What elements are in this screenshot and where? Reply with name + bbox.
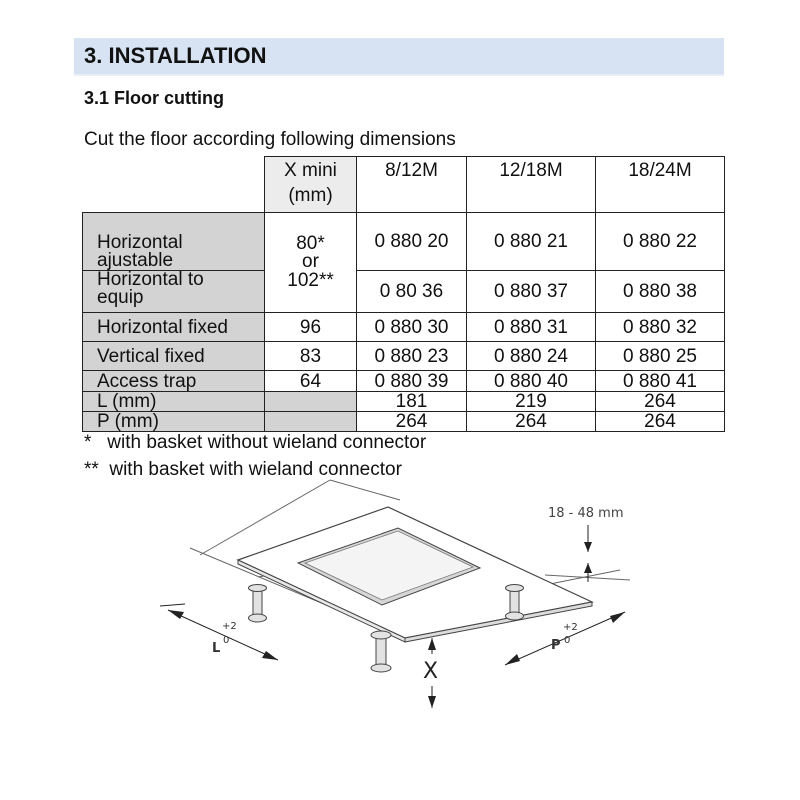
col-header-18-24m: 18/24M	[596, 157, 725, 213]
table-cell: 0 80 36	[357, 271, 467, 313]
table-cell: 219	[467, 392, 596, 412]
row-label: P (mm)	[83, 412, 265, 432]
xmini-value: 96	[265, 313, 357, 342]
table-cell: 0 880 24	[467, 342, 596, 371]
table-cell: 0 880 20	[357, 213, 467, 271]
footnote-text: with basket with wieland connector	[109, 459, 402, 480]
row-label-line: Horizontal	[97, 231, 183, 253]
row-label-line: equip	[97, 287, 144, 309]
table-cell: 264	[596, 412, 725, 432]
table-cell: 0 880 39	[357, 371, 467, 392]
xmini-value: 80*	[296, 233, 325, 255]
row-label-line: Horizontal to	[97, 269, 204, 290]
height-label: 18 - 48 mm	[548, 506, 624, 521]
table-cell: 264	[357, 412, 467, 432]
table-cell: 264	[596, 392, 725, 412]
table-cell: 0 880 21	[467, 213, 596, 271]
footnote-text: with basket without wieland connector	[107, 432, 427, 453]
table-cell: 0 880 31	[467, 313, 596, 342]
section-title: 3. INSTALLATION	[84, 43, 267, 68]
col-header-8-12m: 8/12M	[357, 157, 467, 213]
table-cell: 0 880 32	[596, 313, 725, 342]
row-label: Access trap	[83, 371, 265, 392]
table-cell: 0 880 30	[357, 313, 467, 342]
xmini-value: 102**	[287, 269, 334, 291]
x-label: X	[423, 659, 439, 684]
footnote-mark: **	[84, 459, 99, 480]
row-label-line: ajustable	[97, 249, 174, 271]
row-label: Horizontal fixed	[83, 313, 265, 342]
table-cell: 0 880 41	[596, 371, 725, 392]
col-header-label: X mini	[284, 160, 337, 181]
p-tolerance-top: +2	[563, 622, 578, 633]
table-cell: 181	[357, 392, 467, 412]
l-label: L	[212, 641, 221, 656]
height-dimension	[584, 525, 592, 582]
table-cell: 0 880 38	[596, 271, 725, 313]
col-header-12-18m: 12/18M	[467, 157, 596, 213]
xmini-value: or	[302, 251, 319, 273]
table-cell: 264	[467, 412, 596, 432]
xmini-value: 64	[265, 371, 357, 392]
col-header-unit: (mm)	[288, 185, 333, 206]
subsection-title: 3.1 Floor cutting	[84, 88, 225, 108]
row-label: Vertical fixed	[83, 342, 265, 371]
p-label: P	[551, 638, 561, 653]
table-cell: 0 880 25	[596, 342, 725, 371]
pedestal-front	[371, 631, 391, 672]
table-cell: 0 880 23	[357, 342, 467, 371]
row-label: L (mm)	[83, 392, 265, 412]
l-tolerance-bottom: 0	[223, 635, 230, 646]
l-tolerance-top: +2	[222, 621, 237, 632]
p-tolerance-bottom: 0	[564, 635, 571, 646]
footnote-mark: *	[84, 432, 92, 453]
table-cell: 0 880 22	[596, 213, 725, 271]
intro-text: Cut the floor according following dimensions	[84, 129, 456, 150]
table-cell: 0 880 40	[467, 371, 596, 392]
pedestal-left	[249, 585, 267, 623]
xmini-value: 83	[265, 342, 357, 371]
table-cell: 0 880 37	[467, 271, 596, 313]
